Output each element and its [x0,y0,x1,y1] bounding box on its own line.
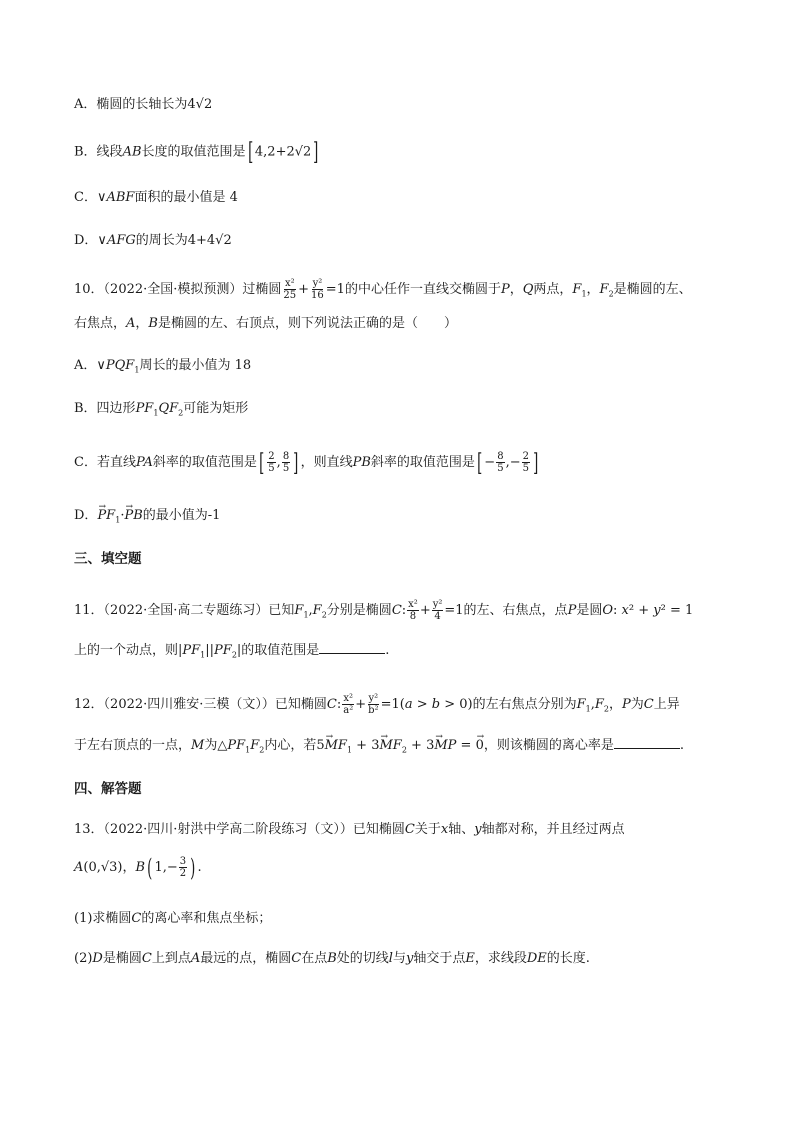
q10-option-a: A．$\vee PQF_1$周长的最小值为 18 [74,358,252,375]
q13-stem-line2: A(0,√3)，B( 1,− $\frac{3}{2}$ ) . [74,853,202,882]
q10-stem-line2: 右焦点，A，B是椭圆的左、右顶点，则下列说法正确的是（ ） [74,316,457,331]
q10-option-d: D．→ $PF_1\cdot\to$ PB的最小值为-1 [74,506,220,531]
q11-answer-blank[interactable] [319,640,385,654]
q9-option-a: A．椭圆的长轴长为4√2 [74,97,213,112]
q13-part1: (1)求椭圆C的离心率和焦点坐标； [74,911,272,926]
q11-stem-line2: 上的一个动点，则$|PF_1||PF_2|$的取值范围是 . [74,640,389,666]
q13-part2: (2)D是椭圆C上到点A最远的点，椭圆C在点B处的切线l与y轴交于点E，求线段DE的长度. [74,951,590,966]
q13-stem-line1: 13．（2022·四川·射洪中学高二阶段练习（文））已知椭圆C关于x轴、y轴都对称，并且经过两点 [74,822,625,837]
q10-stem-line1: 10．（2022·全国·模拟预测）过椭圆 $\frac{\text{x²}}{25}$ + $\frac{\text{y²}}{16}$ =1的中心任作一直线交椭圆于P，Q两点，$F_1$，$F_2$是椭圆的左、 [74,278,692,301]
q12-stem-line1: 12．（2022·四川雅安·三模（文））已知椭圆C: $\frac{\text{x²}}{\text{a²}}$ + $\frac{\text{y²}}{\text{b²}}$ =1(a > b > 0)的左右焦点分别为$F_1,F_2$，P为C上异 [74,693,680,716]
q9-option-c: C．∨ABF面积的最小值是 4 [74,190,238,205]
q11-stem-line1: 11．（2022·全国·高二专题练习）已知$F_1,F_2$分别是椭圆C: $\frac{\text{x²}}{8}$ + $\frac{\text{y²}}{4}$ =1的左、右焦点，点P是圆O: x² + y² = 1 [74,599,694,622]
q9-option-b: B．线段AB长度的取值范围是[ 4,2+2√2] [74,138,319,166]
q9-option-d: D．∨AFG的周长为4+4√2 [74,233,232,248]
q10-option-b: B．四边形$PF_1QF_2$可能为矩形 [74,401,249,418]
section-heading-fill-in: 三、填空题 [74,551,142,567]
q10-option-c: C．若直线PA斜率的取值范围是[ $\frac{2}{5}$ , $\frac{8}{5}$ ] ，则直线PB斜率的取值范围是[ − $\frac{8}{5}$ ,− $\frac{2}{5}$ ] [74,448,539,477]
q12-answer-blank[interactable] [614,735,680,749]
section-heading-answer: 四、解答题 [74,781,142,797]
q12-stem-line2: 于左右顶点的一点，M为$\triangle PF_1F_2$内心，若$5\to MF_1 + 3\to MF_2 + 3\to$ MP = → 0，则该椭圆的离心率是 . [74,735,684,761]
